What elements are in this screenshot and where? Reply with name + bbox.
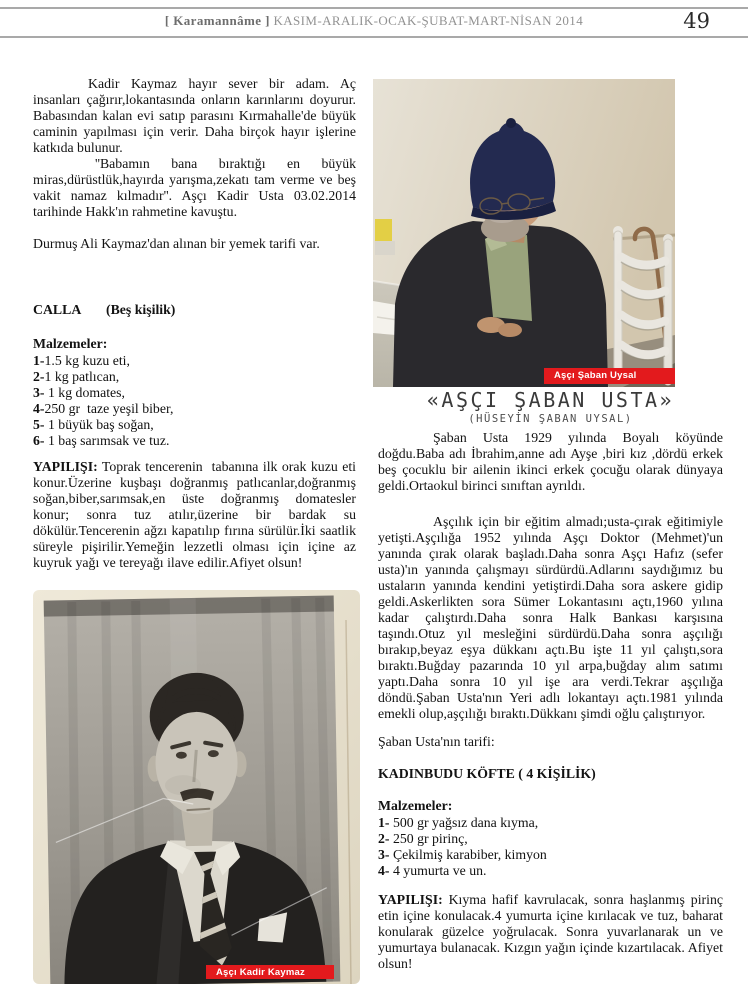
recipe-title-kadinbudu: KADINBUDU KÖFTE ( 4 KİŞİLİK) <box>378 766 596 781</box>
left-intro-paragraphs <box>33 76 356 220</box>
left-column <box>33 70 360 984</box>
paragraph-saban-career: Aşçılık için bir eğitim almadı;usta-çırak eğitimiyle yetişti.Aşçılığa 1952 yılında Aşçı Doktor (Mehmet)'un yanında çırak olarak başladı.Daha sonra Aşçı Hafız (sefer usta)'ın yanında çalışmayı sürdürdü.Adlarını saydığımız bu ustaların yanında kendini yetiştirdi.Daha sora askere gidip geldi.Askerlikten sora Sümer Lokantasını açtı,1960 yılına kadar çalıştırdı.Daha sonra Halk Bankası karşısına taşındı.Otuz yıl mesleğini sürdürdü.Daha sonra aşçılığı bırakıp,beyaz eşya dükkanı açtı.Bu işte 11 yıl çalıştı,sora bıraktı.Buğday pazarında 10 yıl arpa,buğday alım satımı yaptı.Daha sonra 10 yıl işe ara verdi.Tekrar aşçılığa döndü.Şaban Usta'nın Yeri adlı lokantayı açtı.1981 yılında emekli olup,aşçılığı bıraktı.Dükkanı şimdi oğlu çalıştırıyor. <box>378 514 723 721</box>
article-subtitle: (HÜSEYİN ŞABAN UYSAL) <box>468 413 633 425</box>
header-rule-top <box>0 7 748 9</box>
portrait-illustration <box>33 590 360 984</box>
right-column <box>378 70 727 984</box>
ingredient-item: 3- 1 kg domates, <box>33 385 125 400</box>
ingredient-item: 2-1 kg patlıcan, <box>33 369 120 384</box>
photo-kadir-kaymaz <box>33 590 360 984</box>
ingredient-item: 1- 500 gr yağsız dana kıyma, <box>378 815 539 830</box>
photo-caption-left: Aşçı Kadir Kaymaz <box>206 965 334 979</box>
ingredients-list-right <box>378 815 723 879</box>
photo-caption-right: Aşçı Şaban Uysal <box>544 368 675 384</box>
ingredient-item: 1-1.5 kg kuzu eti, <box>33 353 130 368</box>
method-paragraph-right: YAPILIŞI: Kıyma hafif kavrulacak, sonra haşlanmış pirinç etin içine konulacak.4 yumurta içine kırılacak ve tuz, baharat konularak güzelce yoğrulacak. Sonra yuvarlanarak un ve yumurtaya bulanacak. Kızgın yağın içinde kızartılacak. Afiyet olsun! <box>378 892 727 971</box>
paragraph-babamin-quote: ''Babamın bana bıraktığı en büyük miras,dürüstlük,hayırda yarışma,zekatı tam verme ve beş vakit namaz kılmadır''. Aşçı Kadir Usta 03.02.2014 tarihinde Hakk'ın rahmetine kavuştu. <box>33 156 356 219</box>
ingredients-label-right: Malzemeler: <box>378 798 453 813</box>
cafe-scene-illustration <box>373 79 675 387</box>
ingredient-item: 3- Çekilmiş karabiber, kimyon <box>378 847 547 862</box>
recipe-title-calla: CALLA (Beş kişilik) <box>33 302 176 317</box>
photo-saban-uysal <box>373 79 675 387</box>
ingredients-list-left <box>33 353 356 449</box>
paragraph-durmus-ali: Durmuş Ali Kaymaz'dan alınan bir yemek tarifi var. <box>33 236 320 251</box>
header <box>0 13 748 29</box>
header-rule-bottom <box>0 36 748 38</box>
ingredient-item: 5- 1 büyük baş soğan, <box>33 417 154 432</box>
paragraph-kadir-kaymaz: Kadir Kaymaz hayır sever bir adam. Aç insanları çağırır,lokantasında onların karınlarını doyurur. Babasından kalan evi satıp parasını Kırmahalle'de büyük caminin yapılması için verir. Daha birçok hayır işlerine katkıda bulunur. <box>33 76 356 155</box>
ingredient-item: 2- 250 gr pirinç, <box>378 831 468 846</box>
ingredient-item: 4- 4 yumurta ve un. <box>378 863 487 878</box>
ingredient-item: 4-250 gr taze yeşil biber, <box>33 401 174 416</box>
article-title: «AŞÇI ŞABAN USTA» <box>426 388 675 412</box>
paragraph-saban-birth: Şaban Usta 1929 yılında Boyalı köyünde doğdu.Baba adı İbrahim,anne adı Ayşe ,biri kız ,dördü erkek beş çocuklu bir ailenin ikinci erkek çocuğu olarak dünyaya geldi.Ortaokul birinci sınıftan ayrıldı. <box>378 430 723 493</box>
page-number: 49 <box>683 9 710 33</box>
ingredients-label-left: Malzemeler: <box>33 336 108 351</box>
paragraph-tarifi: Şaban Usta'nın tarifi: <box>378 734 495 749</box>
issue-label: KASIM-ARALIK-OCAK-ŞUBAT-MART-NİSAN 2014 <box>269 13 584 28</box>
ingredient-item: 6- 1 baş sarımsak ve tuz. <box>33 433 170 448</box>
journal-name: [ Karamannâme ] <box>164 13 270 28</box>
method-paragraph-left: YAPILIŞI: Toprak tencerenin tabanına ilk orak kuzu eti konur.Üzerine kuşbaşı doğranmış patlıcanlar,doğranmış soğan,biber,sarımsak,en üste doğranmış domatesler konur; sonra tuz atılır,üzerine bir bardak su dökülür.Tencerenin ağzı kapatılıp fırına sürülür.İki saatlik süreyle pişirilir.Yemeğin lezzetli olması için içine az kuyruk yağı ve tereyağı ilave edilir.Afiyet olsun! <box>33 459 360 570</box>
